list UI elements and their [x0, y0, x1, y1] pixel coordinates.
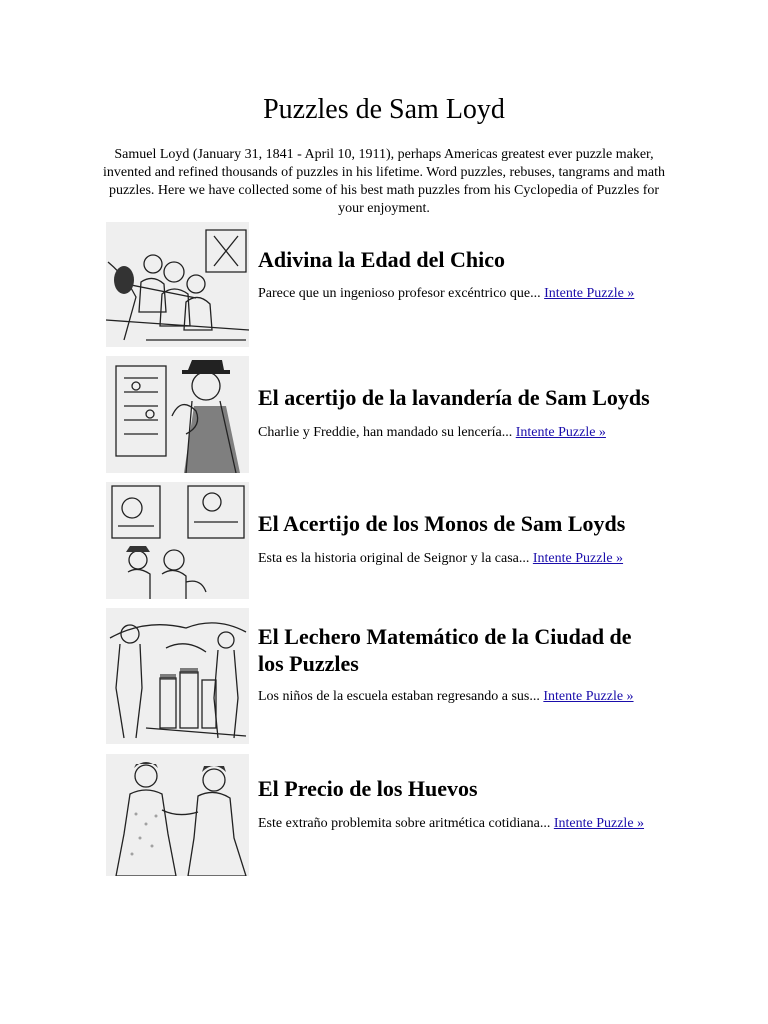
puzzle-title: El Lechero Matemático de la Ciudad de los Puzzles — [258, 624, 632, 676]
puzzle-excerpt: Parece que un ingenioso profesor excéntrico que... — [258, 286, 541, 301]
puzzle-description — [258, 687, 662, 706]
intro-paragraph: Samuel Loyd (January 31, 1841 - April 10, 1911), perhaps Americas greatest ever puzzle maker, invented and refined thousands of puzzles in his lifetime. Word puzzles, rebuses, tangrams and math puzzles. Here we have collected some of his best math puzzles from his Cyclopedia of Puzzles for your enjoyment. — [103, 147, 665, 216]
puzzle-excerpt: Esta es la historia original de Seignor y la casa... — [258, 551, 530, 566]
try-puzzle-link[interactable]: Intente Puzzle » — [515, 425, 606, 440]
monkeys-engraving-image — [106, 482, 249, 599]
puzzle-thumbnail[interactable] — [106, 222, 249, 347]
puzzle-description — [258, 423, 662, 442]
puzzle-excerpt: Los niños de la escuela estaban regresando a sus... — [258, 689, 540, 704]
try-puzzle-link[interactable]: Intente Puzzle » — [544, 286, 635, 301]
puzzle-excerpt: Charlie y Freddie, han mandado su lencería... — [258, 425, 513, 440]
puzzle-thumbnail[interactable] — [106, 482, 249, 599]
puzzle-thumbnail[interactable] — [106, 754, 249, 876]
milkman-engraving-image — [106, 608, 249, 744]
try-puzzle-link[interactable]: Intente Puzzle » — [543, 689, 634, 704]
puzzle-description — [258, 549, 662, 568]
page-title: Puzzles de Sam Loyd — [263, 94, 505, 125]
puzzle-excerpt: Este extraño problemita sobre aritmética cotidiana... — [258, 816, 551, 831]
try-puzzle-link[interactable]: Intente Puzzle » — [532, 551, 624, 566]
puzzle-title: El Precio de los Huevos — [258, 776, 478, 801]
classroom-engraving-image — [106, 222, 249, 347]
try-puzzle-link[interactable]: Intente Puzzle » — [553, 816, 645, 831]
puzzle-description — [258, 284, 662, 303]
puzzle-title: El acertijo de la lavandería de Sam Loyds — [258, 385, 650, 410]
puzzle-title: El Acertijo de los Monos de Sam Loyds — [258, 511, 626, 536]
puzzle-thumbnail[interactable] — [106, 356, 249, 473]
puzzle-thumbnail[interactable] — [106, 608, 249, 744]
puzzle-description — [258, 814, 662, 833]
eggs-engraving-image — [106, 754, 249, 876]
puzzle-title: Adivina la Edad del Chico — [258, 247, 505, 272]
laundry-engraving-image — [106, 356, 249, 473]
